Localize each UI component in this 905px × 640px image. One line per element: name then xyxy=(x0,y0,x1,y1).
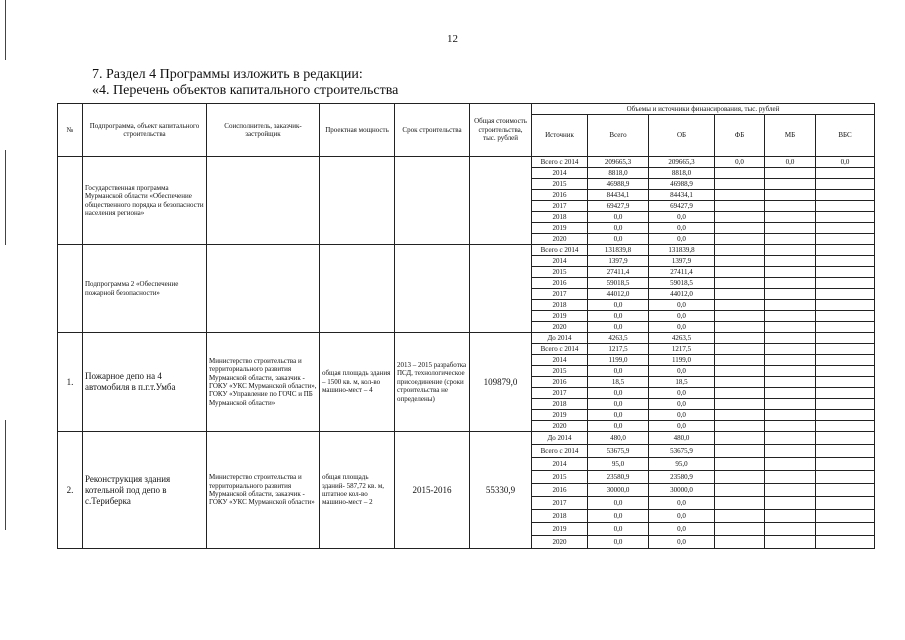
cell-fb xyxy=(715,333,765,344)
cell-fb xyxy=(715,300,765,311)
cell-mb xyxy=(765,432,816,445)
cell-ob: 4263,5 xyxy=(649,333,715,344)
cell-total: 0,0 xyxy=(588,366,649,377)
cell-source: 2015 xyxy=(532,471,588,484)
table-row xyxy=(58,245,875,256)
cell-fb xyxy=(715,278,765,289)
cell-mb xyxy=(765,536,816,549)
cell-fb xyxy=(715,366,765,377)
cell-fb xyxy=(715,344,765,355)
header-term: Срок строительства xyxy=(395,104,470,157)
cell-vbs xyxy=(816,179,875,190)
capacity: общая площадь здания – 1500 кв. м, кол-во машино-мест – 4 xyxy=(320,333,395,432)
cell-ob: 53675,9 xyxy=(649,445,715,458)
executor xyxy=(207,157,320,245)
cell-vbs: 0,0 xyxy=(816,157,875,168)
cell-mb xyxy=(765,300,816,311)
cell-vbs xyxy=(816,458,875,471)
cell-mb xyxy=(765,410,816,421)
cell-mb xyxy=(765,278,816,289)
table-body xyxy=(58,157,875,549)
cell-vbs xyxy=(816,484,875,497)
cell-fb xyxy=(715,399,765,410)
cell-ob: 69427,9 xyxy=(649,201,715,212)
cell-total: 0,0 xyxy=(588,536,649,549)
table-row xyxy=(58,432,875,445)
cell-mb xyxy=(765,497,816,510)
page-number: 12 xyxy=(447,33,458,45)
cell-total: 0,0 xyxy=(588,234,649,245)
cell-ob: 8818,0 xyxy=(649,168,715,179)
cell-fb xyxy=(715,212,765,223)
cell-fb xyxy=(715,497,765,510)
cell-total: 1397,9 xyxy=(588,256,649,267)
cell-ob: 0,0 xyxy=(649,322,715,333)
cell-fb xyxy=(715,267,765,278)
total-cost: 55330,9 xyxy=(470,432,532,549)
cell-vbs xyxy=(816,432,875,445)
cell-fb xyxy=(715,471,765,484)
cell-ob: 209665,3 xyxy=(649,157,715,168)
cell-ob: 27411,4 xyxy=(649,267,715,278)
cell-mb xyxy=(765,421,816,432)
cell-total: 0,0 xyxy=(588,421,649,432)
cell-fb xyxy=(715,445,765,458)
cell-fb xyxy=(715,168,765,179)
cell-fb xyxy=(715,190,765,201)
cell-ob: 1199,0 xyxy=(649,355,715,366)
cell-mb xyxy=(765,333,816,344)
cell-ob: 0,0 xyxy=(649,510,715,523)
header-capacity: Проектная мощность xyxy=(320,104,395,157)
cell-ob: 0,0 xyxy=(649,536,715,549)
cell-source: 2014 xyxy=(532,458,588,471)
cell-total: 46988,9 xyxy=(588,179,649,190)
cell-ob: 0,0 xyxy=(649,388,715,399)
cell-source: До 2014 xyxy=(532,333,588,344)
executor: Министерство строительства и территориального развития Мурманской области, заказчик - ГОКУ «УКС Мурманской области» xyxy=(207,432,320,549)
cell-ob: 0,0 xyxy=(649,523,715,536)
cell-mb xyxy=(765,484,816,497)
cell-total: 0,0 xyxy=(588,388,649,399)
total-cost xyxy=(470,245,532,333)
section-heading xyxy=(92,67,398,99)
capacity: общая площадь зданий- 587,72 кв. м, штатное кол-во машино-мест – 2 xyxy=(320,432,395,549)
cell-vbs xyxy=(816,410,875,421)
cell-total: 0,0 xyxy=(588,212,649,223)
cell-total: 23580,9 xyxy=(588,471,649,484)
cell-mb xyxy=(765,355,816,366)
cell-vbs xyxy=(816,234,875,245)
cell-mb xyxy=(765,190,816,201)
left-margin-rule xyxy=(5,0,6,60)
cell-fb xyxy=(715,201,765,212)
cell-ob: 0,0 xyxy=(649,223,715,234)
cell-ob: 0,0 xyxy=(649,421,715,432)
cell-source: 2019 xyxy=(532,410,588,421)
cell-mb xyxy=(765,223,816,234)
cell-source: 2020 xyxy=(532,234,588,245)
cell-source: 2017 xyxy=(532,388,588,399)
cell-ob: 0,0 xyxy=(649,300,715,311)
cell-mb xyxy=(765,344,816,355)
cell-mb xyxy=(765,201,816,212)
cell-vbs xyxy=(816,256,875,267)
cell-mb xyxy=(765,256,816,267)
cell-vbs xyxy=(816,267,875,278)
cell-ob: 18,5 xyxy=(649,377,715,388)
cell-total: 0,0 xyxy=(588,497,649,510)
cell-mb xyxy=(765,234,816,245)
executor xyxy=(207,245,320,333)
cell-fb xyxy=(715,388,765,399)
cell-ob: 0,0 xyxy=(649,399,715,410)
cell-source: 2016 xyxy=(532,278,588,289)
cell-source: 2016 xyxy=(532,484,588,497)
cell-vbs xyxy=(816,399,875,410)
cell-ob: 84434,1 xyxy=(649,190,715,201)
cell-mb xyxy=(765,366,816,377)
object-name: Реконструкция здания котельной под депо в с.Териберка xyxy=(83,432,207,549)
header-ob: ОБ xyxy=(649,115,715,157)
cell-mb xyxy=(765,377,816,388)
object-name: Пожарное депо на 4 автомобиля в п.г.т.Умба xyxy=(83,333,207,432)
cell-source: 2017 xyxy=(532,497,588,510)
cell-fb xyxy=(715,410,765,421)
table-row xyxy=(58,333,875,344)
cell-source: 2018 xyxy=(532,300,588,311)
cell-source: 2015 xyxy=(532,179,588,190)
cell-fb xyxy=(715,245,765,256)
cell-mb xyxy=(765,168,816,179)
cell-vbs xyxy=(816,223,875,234)
cell-total: 30000,0 xyxy=(588,484,649,497)
cell-mb xyxy=(765,445,816,458)
cell-vbs xyxy=(816,421,875,432)
cell-mb xyxy=(765,388,816,399)
cell-source: 2017 xyxy=(532,201,588,212)
cell-vbs xyxy=(816,497,875,510)
cell-total: 0,0 xyxy=(588,399,649,410)
cell-vbs xyxy=(816,311,875,322)
cell-source: 2020 xyxy=(532,421,588,432)
cell-fb xyxy=(715,432,765,445)
cell-mb xyxy=(765,179,816,190)
cell-source: 2014 xyxy=(532,168,588,179)
cell-total: 1217,5 xyxy=(588,344,649,355)
cell-total: 84434,1 xyxy=(588,190,649,201)
cell-fb xyxy=(715,484,765,497)
header-fb: ФБ xyxy=(715,115,765,157)
total-cost xyxy=(470,157,532,245)
row-number: 1. xyxy=(58,333,83,432)
cell-total: 18,5 xyxy=(588,377,649,388)
object-name: Государственная программа Мурманской области «Обеспечение общественного порядка и безопасности населения региона» xyxy=(83,157,207,245)
cell-total: 95,0 xyxy=(588,458,649,471)
cell-ob: 46988,9 xyxy=(649,179,715,190)
cell-mb xyxy=(765,311,816,322)
cell-fb xyxy=(715,223,765,234)
cell-ob: 0,0 xyxy=(649,311,715,322)
row-number: 2. xyxy=(58,432,83,549)
cell-fb xyxy=(715,355,765,366)
cell-fb xyxy=(715,536,765,549)
cell-source: 2019 xyxy=(532,223,588,234)
cell-fb xyxy=(715,289,765,300)
total-cost: 109879,0 xyxy=(470,333,532,432)
cell-vbs xyxy=(816,190,875,201)
cell-mb xyxy=(765,458,816,471)
cell-total: 0,0 xyxy=(588,311,649,322)
cell-fb xyxy=(715,311,765,322)
cell-source: 2018 xyxy=(532,212,588,223)
cell-vbs xyxy=(816,300,875,311)
cell-source: 2016 xyxy=(532,377,588,388)
cell-ob: 30000,0 xyxy=(649,484,715,497)
cell-source: 2019 xyxy=(532,311,588,322)
construction-term: 2013 – 2015 разработка ПСД, технологическое присоединение (сроки строительства не определены) xyxy=(395,333,470,432)
cell-ob: 95,0 xyxy=(649,458,715,471)
cell-mb: 0,0 xyxy=(765,157,816,168)
cell-source: 2016 xyxy=(532,190,588,201)
cell-ob: 1397,9 xyxy=(649,256,715,267)
cell-source: Всего с 2014 xyxy=(532,157,588,168)
cell-total: 44012,0 xyxy=(588,289,649,300)
cell-total: 0,0 xyxy=(588,410,649,421)
cell-vbs xyxy=(816,536,875,549)
cell-vbs xyxy=(816,471,875,484)
cell-vbs xyxy=(816,366,875,377)
header-cost: Общая стоимость строительства, тыс. рублей xyxy=(470,104,532,157)
cell-source: 2015 xyxy=(532,267,588,278)
cell-total: 131839,8 xyxy=(588,245,649,256)
cell-vbs xyxy=(816,355,875,366)
cell-ob: 0,0 xyxy=(649,234,715,245)
cell-fb xyxy=(715,523,765,536)
left-margin-rule xyxy=(5,420,6,530)
cell-ob: 0,0 xyxy=(649,410,715,421)
cell-total: 0,0 xyxy=(588,300,649,311)
object-name: Подпрограмма 2 «Обеспечение пожарной безопасности» xyxy=(83,245,207,333)
cell-total: 69427,9 xyxy=(588,201,649,212)
cell-vbs xyxy=(816,322,875,333)
cell-total: 0,0 xyxy=(588,510,649,523)
capital-construction-table xyxy=(57,103,875,549)
table-row xyxy=(58,157,875,168)
cell-source: До 2014 xyxy=(532,432,588,445)
cell-fb xyxy=(715,234,765,245)
cell-vbs xyxy=(816,333,875,344)
cell-source: 2014 xyxy=(532,355,588,366)
cell-source: Всего с 2014 xyxy=(532,245,588,256)
cell-vbs xyxy=(816,523,875,536)
cell-mb xyxy=(765,399,816,410)
cell-ob: 1217,5 xyxy=(649,344,715,355)
cell-source: Всего с 2014 xyxy=(532,344,588,355)
cell-total: 53675,9 xyxy=(588,445,649,458)
cell-fb xyxy=(715,458,765,471)
cell-total: 1199,0 xyxy=(588,355,649,366)
cell-ob: 44012,0 xyxy=(649,289,715,300)
cell-vbs xyxy=(816,289,875,300)
cell-total: 8818,0 xyxy=(588,168,649,179)
capacity xyxy=(320,245,395,333)
cell-vbs xyxy=(816,245,875,256)
cell-vbs xyxy=(816,510,875,523)
cell-source: 2019 xyxy=(532,523,588,536)
cell-mb xyxy=(765,289,816,300)
cell-fb: 0,0 xyxy=(715,157,765,168)
header-source: Источник xyxy=(532,115,588,157)
cell-source: 2015 xyxy=(532,366,588,377)
header-object: Подпрограмма, объект капитального строительства xyxy=(83,104,207,157)
cell-total: 4263,5 xyxy=(588,333,649,344)
cell-fb xyxy=(715,179,765,190)
cell-mb xyxy=(765,471,816,484)
cell-ob: 480,0 xyxy=(649,432,715,445)
cell-vbs xyxy=(816,344,875,355)
cell-mb xyxy=(765,267,816,278)
heading-line-1: 7. Раздел 4 Программы изложить в редакции: xyxy=(92,67,363,82)
header-executor: Соисполнитель, заказчик-застройщик xyxy=(207,104,320,157)
cell-ob: 131839,8 xyxy=(649,245,715,256)
header-mb: МБ xyxy=(765,115,816,157)
cell-total: 209665,3 xyxy=(588,157,649,168)
cell-vbs xyxy=(816,168,875,179)
cell-vbs xyxy=(816,212,875,223)
cell-ob: 59018,5 xyxy=(649,278,715,289)
cell-mb xyxy=(765,245,816,256)
cell-ob: 0,0 xyxy=(649,497,715,510)
row-number xyxy=(58,157,83,245)
header-no: № xyxy=(58,104,83,157)
cell-mb xyxy=(765,322,816,333)
cell-mb xyxy=(765,523,816,536)
cell-vbs xyxy=(816,445,875,458)
cell-source: 2020 xyxy=(532,322,588,333)
cell-fb xyxy=(715,322,765,333)
cell-mb xyxy=(765,212,816,223)
cell-mb xyxy=(765,510,816,523)
construction-term xyxy=(395,245,470,333)
construction-term xyxy=(395,157,470,245)
construction-term: 2015-2016 xyxy=(395,432,470,549)
capacity xyxy=(320,157,395,245)
cell-ob: 0,0 xyxy=(649,366,715,377)
heading-line-2: «4. Перечень объектов капитального строительства xyxy=(92,83,399,98)
cell-source: 2017 xyxy=(532,289,588,300)
left-margin-rule xyxy=(5,150,6,245)
cell-ob: 23580,9 xyxy=(649,471,715,484)
cell-source: 2020 xyxy=(532,536,588,549)
cell-ob: 0,0 xyxy=(649,212,715,223)
cell-total: 59018,5 xyxy=(588,278,649,289)
cell-vbs xyxy=(816,201,875,212)
cell-fb xyxy=(715,421,765,432)
cell-total: 480,0 xyxy=(588,432,649,445)
cell-source: 2014 xyxy=(532,256,588,267)
cell-source: Всего с 2014 xyxy=(532,445,588,458)
cell-vbs xyxy=(816,278,875,289)
cell-fb xyxy=(715,256,765,267)
cell-source: 2018 xyxy=(532,399,588,410)
cell-vbs xyxy=(816,377,875,388)
row-number xyxy=(58,245,83,333)
cell-total: 0,0 xyxy=(588,322,649,333)
cell-source: 2018 xyxy=(532,510,588,523)
header-total: Всего xyxy=(588,115,649,157)
executor: Министерство строительства и территориального развития Мурманской области, заказчик - ГОКУ «УКС Мурманской области», ГОКУ «Управление по ГОЧС и ПБ Мурманской области» xyxy=(207,333,320,432)
cell-fb xyxy=(715,510,765,523)
cell-total: 0,0 xyxy=(588,523,649,536)
cell-vbs xyxy=(816,388,875,399)
header-vbs: ВБС xyxy=(816,115,875,157)
cell-fb xyxy=(715,377,765,388)
cell-total: 27411,4 xyxy=(588,267,649,278)
cell-total: 0,0 xyxy=(588,223,649,234)
header-funding-group: Объемы и источники финансирования, тыс. рублей xyxy=(532,104,875,115)
